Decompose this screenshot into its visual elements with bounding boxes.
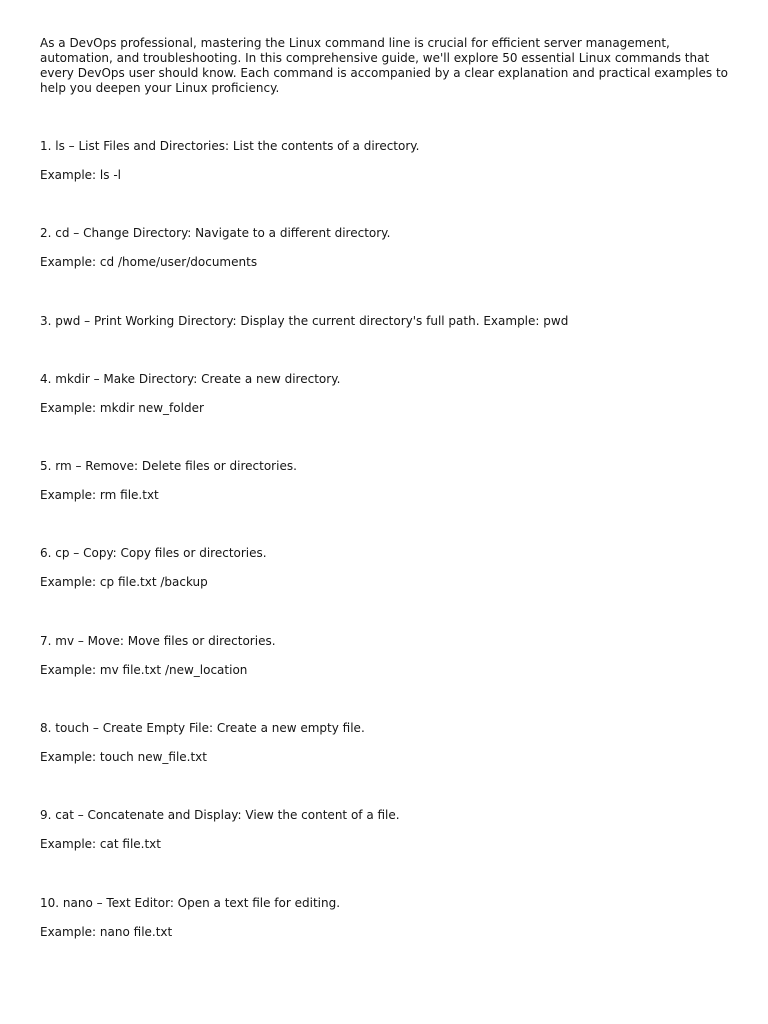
command-title: 6. cp – Copy: Copy files or directories. [40,546,267,560]
command-item [40,721,740,765]
command-item [40,896,740,940]
command-example: Example: ls -l [40,168,121,182]
command-item [40,139,740,183]
command-example: Example: rm file.txt [40,488,159,502]
command-example: Example: cat file.txt [40,837,161,851]
command-example: Example: nano file.txt [40,925,173,939]
command-item [40,459,740,503]
command-example: Example: mv file.txt /new_location [40,663,248,677]
command-item [40,546,740,590]
command-title: 5. rm – Remove: Delete files or directories. [40,459,297,473]
command-title: 9. cat – Concatenate and Display: View the content of a file. [40,808,400,822]
command-title: 2. cd – Change Directory: Navigate to a different directory. [40,226,391,240]
command-example: Example: mkdir new_folder [40,401,204,415]
command-item [40,372,740,416]
command-title: 8. touch – Create Empty File: Create a new empty file. [40,721,365,735]
command-title: 3. pwd – Print Working Directory: Display the current directory's full path. Example: pwd [40,314,569,328]
command-example: Example: cp file.txt /backup [40,575,208,589]
command-item [40,634,740,678]
command-title: 7. mv – Move: Move files or directories. [40,634,276,648]
command-example: Example: cd /home/user/documents [40,255,258,269]
intro-paragraph: As a DevOps professional, mastering the Linux command line is crucial for efficient server management, automation, and troubleshooting. In this comprehensive guide, we'll explore 50 essential Linux commands that every DevOps user should know. Each command is accompanied by a clear explanation and practical examples to help you deepen your Linux proficiency. [40,36,728,95]
command-title: 1. ls – List Files and Directories: List the contents of a directory. [40,139,420,153]
command-item [40,808,740,852]
command-item [40,226,740,270]
command-example: Example: touch new_file.txt [40,750,207,764]
command-item [40,314,740,329]
command-title: 10. nano – Text Editor: Open a text file for editing. [40,896,341,910]
command-title: 4. mkdir – Make Directory: Create a new directory. [40,372,341,386]
